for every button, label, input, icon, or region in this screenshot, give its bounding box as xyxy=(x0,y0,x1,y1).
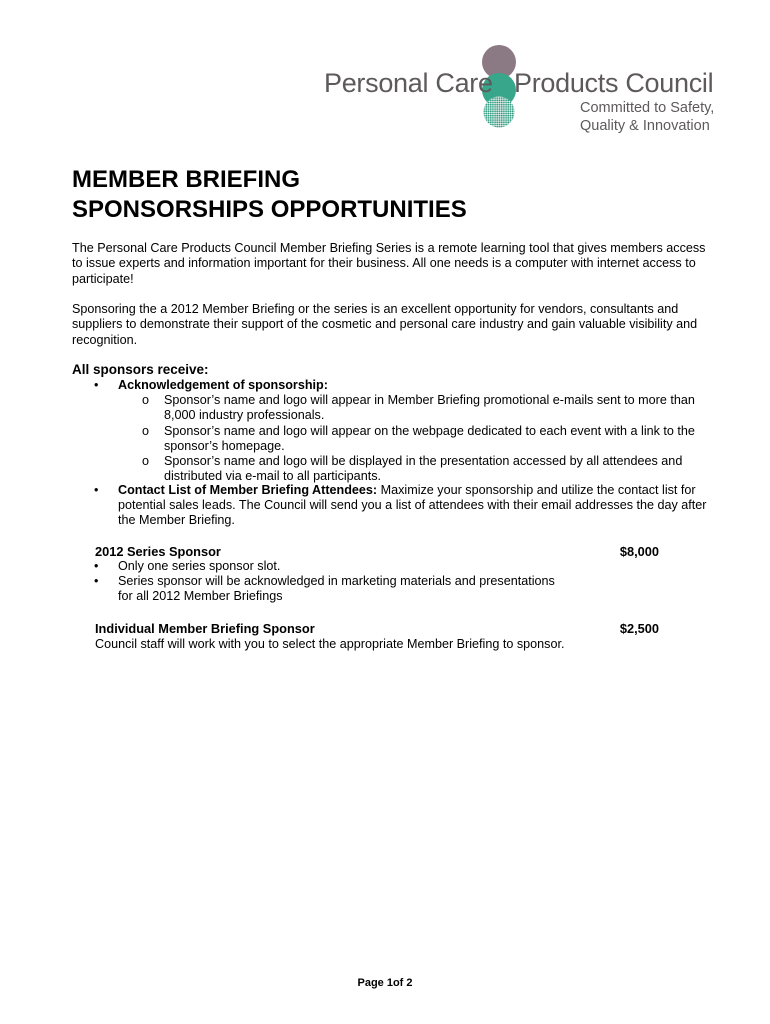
all-sponsors-heading: All sponsors receive: xyxy=(72,362,209,377)
series-sponsor-list xyxy=(72,559,572,605)
bullet-icon: • xyxy=(94,574,99,589)
acknowledgement-item-3: Sponsor’s name and logo will be displayed in the presentation accessed by all attendees and distributed via e-mail to all participants. xyxy=(164,454,683,484)
acknowledgement-sublist xyxy=(118,393,712,484)
sponsoring-paragraph: Sponsoring the a 2012 Member Briefing or the series is an excellent opportunity for vendors, consultants and suppliers to demonstrate their support of the cosmetic and personal care industry and gain valuable visibility and recognition. xyxy=(72,302,698,347)
list-item xyxy=(72,574,572,604)
list-item xyxy=(118,393,712,423)
intro-paragraph: The Personal Care Products Council Member Briefing Series is a remote learning tool that gives members access to issue experts and information important for their business. All one needs is a computer with internet access to participate! xyxy=(72,241,706,286)
page-number: Page 1of 2 xyxy=(357,977,413,989)
list-item xyxy=(72,483,712,529)
list-item xyxy=(72,378,712,484)
individual-sponsor-price: $2,500 xyxy=(619,621,659,636)
logo-name-right: Products Council xyxy=(514,68,714,98)
acknowledgement-title: Acknowledgement of sponsorship: xyxy=(118,378,328,392)
individual-sponsor-note: Council staff will work with you to select the appropriate Member Briefing to sponsor. xyxy=(95,637,565,651)
list-item xyxy=(72,559,572,574)
contact-list-title: Contact List of Member Briefing Attendees: xyxy=(118,483,378,497)
circle-bullet-icon: o xyxy=(142,393,150,408)
page-title xyxy=(72,165,467,225)
page-title-line-1: MEMBER BRIEFING xyxy=(72,166,300,193)
council-logo xyxy=(318,42,715,134)
acknowledgement-list xyxy=(72,378,712,484)
bullet-icon: • xyxy=(94,378,99,392)
acknowledgement-item-1: Sponsor’s name and logo will appear in Member Briefing promotional e-mails sent to more than 8,000 industry professionals. xyxy=(164,393,695,423)
contact-list-text: Maximize your sponsorship and utilize the contact list for potential sales leads. The Council will send you a list of attendees with their email addresses the day after the Member Briefing. xyxy=(118,483,707,528)
circle-bullet-icon: o xyxy=(142,454,150,469)
logo-tagline-1: Committed to Safety, xyxy=(580,100,715,116)
circle-bullet-icon: o xyxy=(142,423,150,438)
logo-name-left: Personal Care xyxy=(324,68,493,98)
logo-tagline-2: Quality & Innovation xyxy=(580,118,710,134)
series-sponsor-price: $8,000 xyxy=(619,544,659,559)
bullet-icon: • xyxy=(94,483,99,497)
page-title-line-2: SPONSORSHIPS OPPORTUNITIES xyxy=(72,196,467,223)
list-item xyxy=(118,454,712,484)
acknowledgement-item-2: Sponsor’s name and logo will appear on the webpage dedicated to each event with a link to the sponsor’s homepage. xyxy=(164,423,695,453)
contact-list-bullet xyxy=(72,483,712,529)
series-sponsor-item-1: Only one series sponsor slot. xyxy=(118,559,281,573)
individual-sponsor-name: Individual Member Briefing Sponsor xyxy=(95,621,315,636)
series-sponsor-name: 2012 Series Sponsor xyxy=(95,544,221,559)
series-sponsor-item-2: Series sponsor will be acknowledged in marketing materials and presentations for all 2012 Member Briefings xyxy=(118,574,555,604)
bullet-icon: • xyxy=(94,559,99,573)
list-item xyxy=(118,424,712,454)
